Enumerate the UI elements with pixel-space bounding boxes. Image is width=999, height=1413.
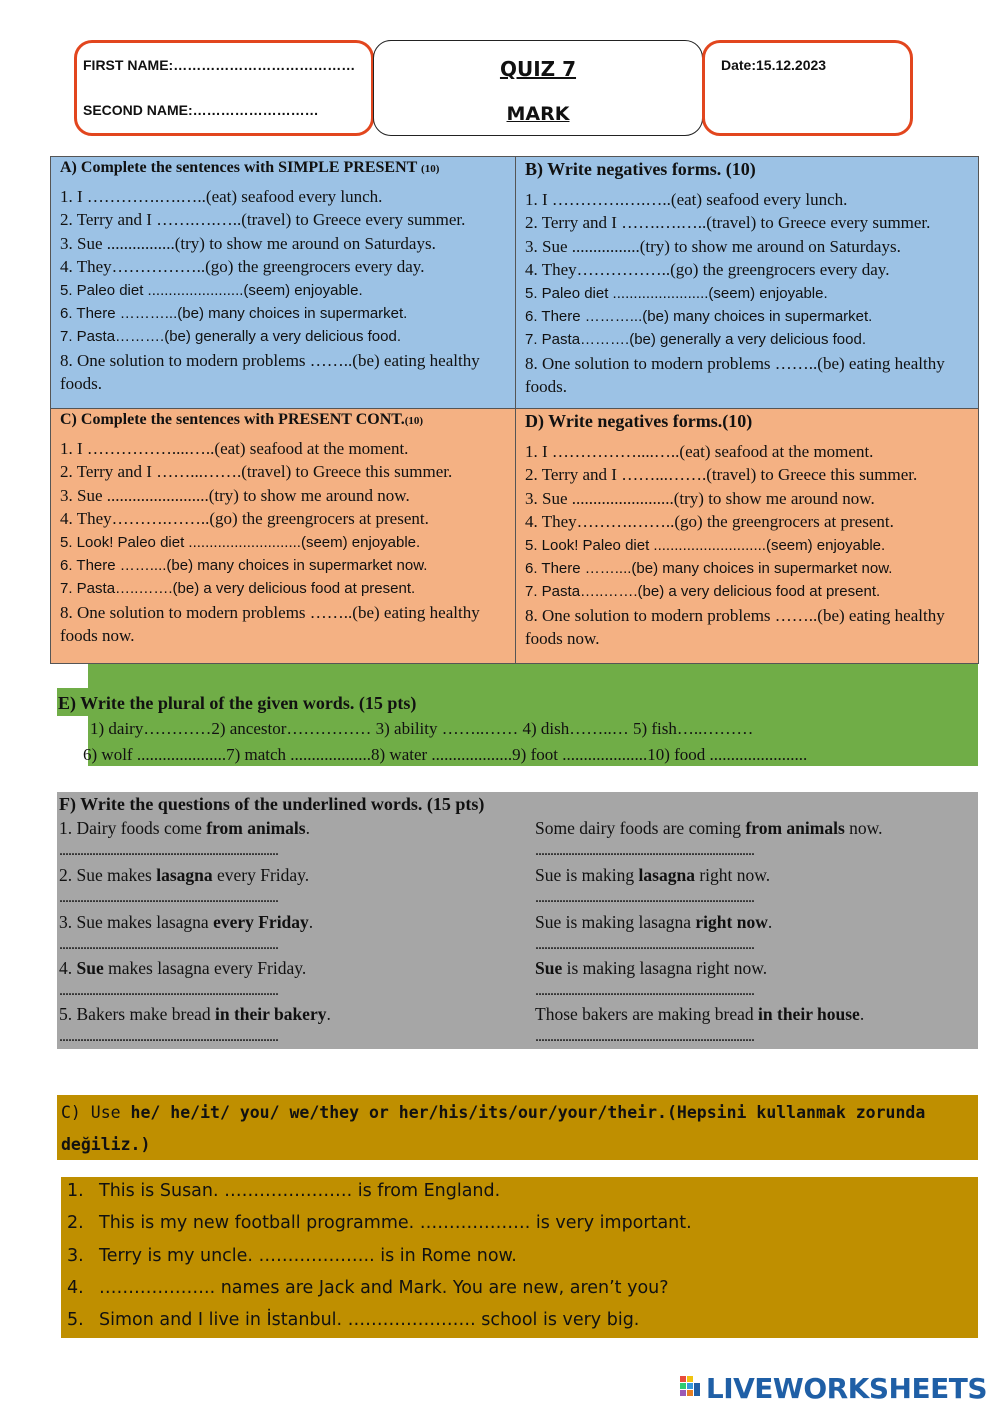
section-f-right-sentence — [535, 958, 767, 979]
underlined-words: lasagna — [156, 865, 213, 885]
section-c-sentence[interactable]: 7. Pasta…..…….(be) a very delicious food at present. — [60, 580, 416, 598]
section-g-item[interactable] — [67, 1213, 692, 1233]
section-c-sentence[interactable]: 1. I ……………....…..(eat) seafood at the moment. — [60, 439, 409, 458]
sentence-text: now. — [844, 818, 883, 838]
section-f-right-sentence — [535, 818, 883, 839]
section-f-answer-line[interactable]: ......................................................................... — [535, 982, 754, 999]
mark-label: MARK — [506, 103, 570, 125]
sentence-text: every Friday. — [212, 865, 310, 885]
section-b — [515, 156, 979, 409]
section-f-left-sentence — [59, 1004, 331, 1025]
section-g-title: C) Use he/ he/it/ you/ we/they or her/his/its/our/your/their.(Hepsini kullanmak zorunda değiliz.) — [61, 1103, 926, 1154]
section-f-answer-line[interactable]: ......................................................................... — [535, 889, 754, 906]
sentence-text: is making lasagna right now. — [562, 958, 768, 978]
section-f-answer-line[interactable]: ......................................................................... — [59, 842, 278, 859]
underlined-words: in their house — [758, 1004, 860, 1024]
name-box — [74, 40, 374, 136]
section-b-sentence[interactable]: 5. Paleo diet .......................(seem) enjoyable. — [525, 284, 828, 302]
second-name-field[interactable]: SECOND NAME:……………………… — [83, 102, 319, 118]
item-number: 5. — [67, 1310, 84, 1330]
section-e-title: E) Write the plural of the given words. (15 pts) — [58, 693, 417, 713]
section-f-left-sentence — [59, 865, 309, 886]
section-f-answer-line[interactable]: ......................................................................... — [535, 936, 754, 953]
item-text: This is Susan. …………………. is from England. — [99, 1181, 501, 1201]
section-g-item[interactable] — [67, 1246, 517, 1266]
section-f-right-sentence — [535, 912, 772, 933]
underlined-words: lasagna — [638, 865, 695, 885]
item-text: Simon and I live in İstanbul. …………………. school is very big. — [99, 1310, 640, 1330]
sentence-text: 5. Bakers make bread — [59, 1004, 215, 1024]
item-number: 2. — [67, 1213, 84, 1233]
sentence-text: right now. — [694, 865, 771, 885]
section-g-item[interactable] — [67, 1181, 500, 1201]
sentence-text: Those bakers are making bread — [535, 1004, 759, 1024]
section-f-right-sentence — [535, 865, 770, 886]
underlined-words: Sue — [535, 958, 563, 978]
sentence-text: Sue is making lasagna — [535, 912, 696, 932]
underlined-words: Sue — [76, 958, 104, 978]
section-f-answer-line[interactable]: ......................................................................... — [59, 982, 278, 999]
section-c-sentence[interactable]: 8. One solution to modern problems ……..(be) eating healthy foods now. — [60, 602, 480, 646]
section-c-title: C) Complete the sentences with PRESENT CONT.(10) — [60, 411, 424, 428]
item-text: Terry is my uncle. ……………….. is in Rome now. — [99, 1246, 517, 1266]
sentence-text: Sue is making — [535, 865, 639, 885]
section-e-row-2[interactable]: 6) wolf .....................7) match ...................8) water ...................9) foot ....................10) food ....................... — [83, 745, 808, 764]
section-c-sentence[interactable]: 6. There ……....(be) many choices in supermarket now. — [60, 557, 428, 575]
section-b-sentence[interactable]: 4. They……………..(go) the greengrocers every day. — [525, 260, 890, 280]
section-d-sentence[interactable]: 6. There ……....(be) many choices in supermarket now. — [525, 560, 893, 578]
section-d-sentence[interactable]: 4. They……….……..(go) the greengrocers at present. — [525, 512, 894, 532]
section-f-left-sentence — [59, 958, 306, 979]
section-f-answer-line[interactable]: ......................................................................... — [535, 842, 754, 859]
section-d-sentence[interactable]: 1. I ……………....…..(eat) seafood at the moment. — [525, 442, 874, 461]
section-f-answer-line[interactable]: ......................................................................... — [59, 889, 278, 906]
liveworksheets-brand: LIVEWORKSHEETS — [705, 1372, 987, 1405]
sentence-text: . — [326, 1004, 331, 1024]
section-a — [50, 156, 516, 409]
section-b-sentence[interactable]: 7. Pasta……….(be) generally a very delicious food. — [525, 331, 866, 349]
section-b-sentence[interactable]: 6. There ………...(be) many choices in supermarket. — [525, 308, 873, 326]
section-g-item[interactable] — [67, 1278, 669, 1298]
section-f-answer-line[interactable]: ......................................................................... — [59, 1028, 278, 1045]
underlined-words: in their bakery — [214, 1004, 327, 1024]
underlined-words: from animals — [206, 818, 306, 838]
liveworksheets-logo — [680, 1372, 987, 1407]
quiz-title: QUIZ 7 — [499, 57, 577, 81]
section-d — [515, 408, 979, 664]
item-number: 1. — [67, 1181, 84, 1201]
sentence-text: 4. — [59, 958, 77, 978]
section-c-sentence[interactable]: 2. Terry and I ……...…….(travel) to Greece this summer. — [60, 462, 453, 482]
sections-cd — [50, 408, 979, 664]
section-f-title: F) Write the questions of the underlined words. (15 pts) — [59, 794, 485, 814]
section-c-sentence[interactable]: 3. Sue ........................(try) to show me around now. — [60, 485, 410, 505]
section-b-sentence[interactable]: 8. One solution to modern problems ……..(be) eating healthy foods. — [525, 353, 945, 397]
sections-ab — [50, 156, 979, 409]
item-number: 3. — [67, 1246, 84, 1266]
section-f-answer-line[interactable]: ......................................................................... — [59, 936, 278, 953]
liveworksheets-logo-icon — [680, 1374, 702, 1407]
section-f-left-sentence — [59, 912, 313, 933]
sentence-text: Some dairy foods are coming — [535, 818, 746, 838]
item-number: 4. — [67, 1278, 84, 1298]
underlined-words: every Friday — [213, 912, 309, 932]
section-a-sentence[interactable]: 5. Paleo diet .......................(seem) enjoyable. — [60, 281, 363, 299]
sentence-text: makes lasagna every Friday. — [103, 958, 307, 978]
sentence-text: 2. Sue makes — [59, 865, 157, 885]
section-a-sentence[interactable]: 1. I ………….….…..(eat) seafood every lunch. — [60, 187, 383, 206]
section-c — [50, 408, 516, 664]
quiz-title-box — [373, 40, 703, 136]
sentence-text: . — [308, 912, 314, 932]
section-d-sentence[interactable]: 7. Pasta…..…….(be) a very delicious food at present. — [525, 583, 881, 601]
section-d-sentence[interactable]: 5. Look! Paleo diet ...........................(seem) enjoyable. — [525, 536, 886, 554]
section-c-sentence[interactable]: 5. Look! Paleo diet ...........................(seem) enjoyable. — [60, 533, 421, 551]
date-label: Date:15.12.2023 — [721, 57, 827, 73]
section-c-sentence[interactable]: 4. They……….……..(go) the greengrocers at present. — [60, 509, 429, 529]
section-b-sentence[interactable]: 2. Terry and I …….….…..(travel) to Greece every summer. — [525, 213, 931, 233]
section-e-row-1[interactable]: 1) dairy…………2) ancestor…………… 3) ability ……..…… 4) dish……..… 5) fish…..……… — [90, 719, 754, 738]
section-a-sentence[interactable]: 3. Sue ................(try) to show me around on Saturdays. — [60, 233, 436, 253]
section-a-sentence[interactable]: 2. Terry and I …….….…..(travel) to Greece every summer. — [60, 210, 466, 230]
section-a-sentence[interactable]: 7. Pasta……….(be) generally a very delicious food. — [60, 328, 401, 346]
sentence-text: 1. Dairy foods come — [59, 818, 207, 838]
underlined-words: from animals — [745, 818, 845, 838]
section-b-sentence[interactable]: 1. I ………….….…..(eat) seafood every lunch. — [525, 190, 848, 209]
item-text: ……………….. names are Jack and Mark. You are new, aren’t you? — [99, 1278, 669, 1298]
section-d-title: D) Write negatives forms.(10) — [525, 411, 753, 431]
date-box — [702, 40, 913, 136]
section-a-sentence[interactable]: 4. They……………..(go) the greengrocers every day. — [60, 257, 425, 277]
section-g-item[interactable] — [67, 1310, 639, 1330]
section-d-sentence[interactable]: 2. Terry and I ……...…….(travel) to Greece this summer. — [525, 465, 918, 485]
section-a-sentence[interactable]: 6. There ………...(be) many choices in supermarket. — [60, 305, 408, 323]
sentence-text: . — [859, 1004, 865, 1024]
section-b-sentence[interactable]: 3. Sue ................(try) to show me around on Saturdays. — [525, 236, 901, 256]
item-text: This is my new football programme. ………………. is very important. — [99, 1213, 692, 1233]
sentence-text: 3. Sue makes lasagna — [59, 912, 214, 932]
sentence-text: . — [305, 818, 310, 838]
section-f-right-sentence — [535, 1004, 864, 1025]
section-f-answer-line[interactable]: ......................................................................... — [535, 1028, 754, 1045]
section-d-sentence[interactable]: 3. Sue ........................(try) to show me around now. — [525, 488, 875, 508]
section-f-left-sentence — [59, 818, 310, 839]
section-a-sentence[interactable]: 8. One solution to modern problems ……..(be) eating healthy foods. — [60, 350, 480, 394]
first-name-field[interactable]: FIRST NAME:………………………………… — [83, 57, 356, 73]
section-d-sentence[interactable]: 8. One solution to modern problems ……..(be) eating healthy foods now. — [525, 605, 945, 649]
section-b-title: B) Write negatives forms. (10) — [525, 159, 756, 179]
section-a-title: A) Complete the sentences with SIMPLE PRESENT (10) — [60, 159, 440, 176]
underlined-words: right now — [695, 912, 768, 932]
sentence-text: . — [767, 912, 773, 932]
